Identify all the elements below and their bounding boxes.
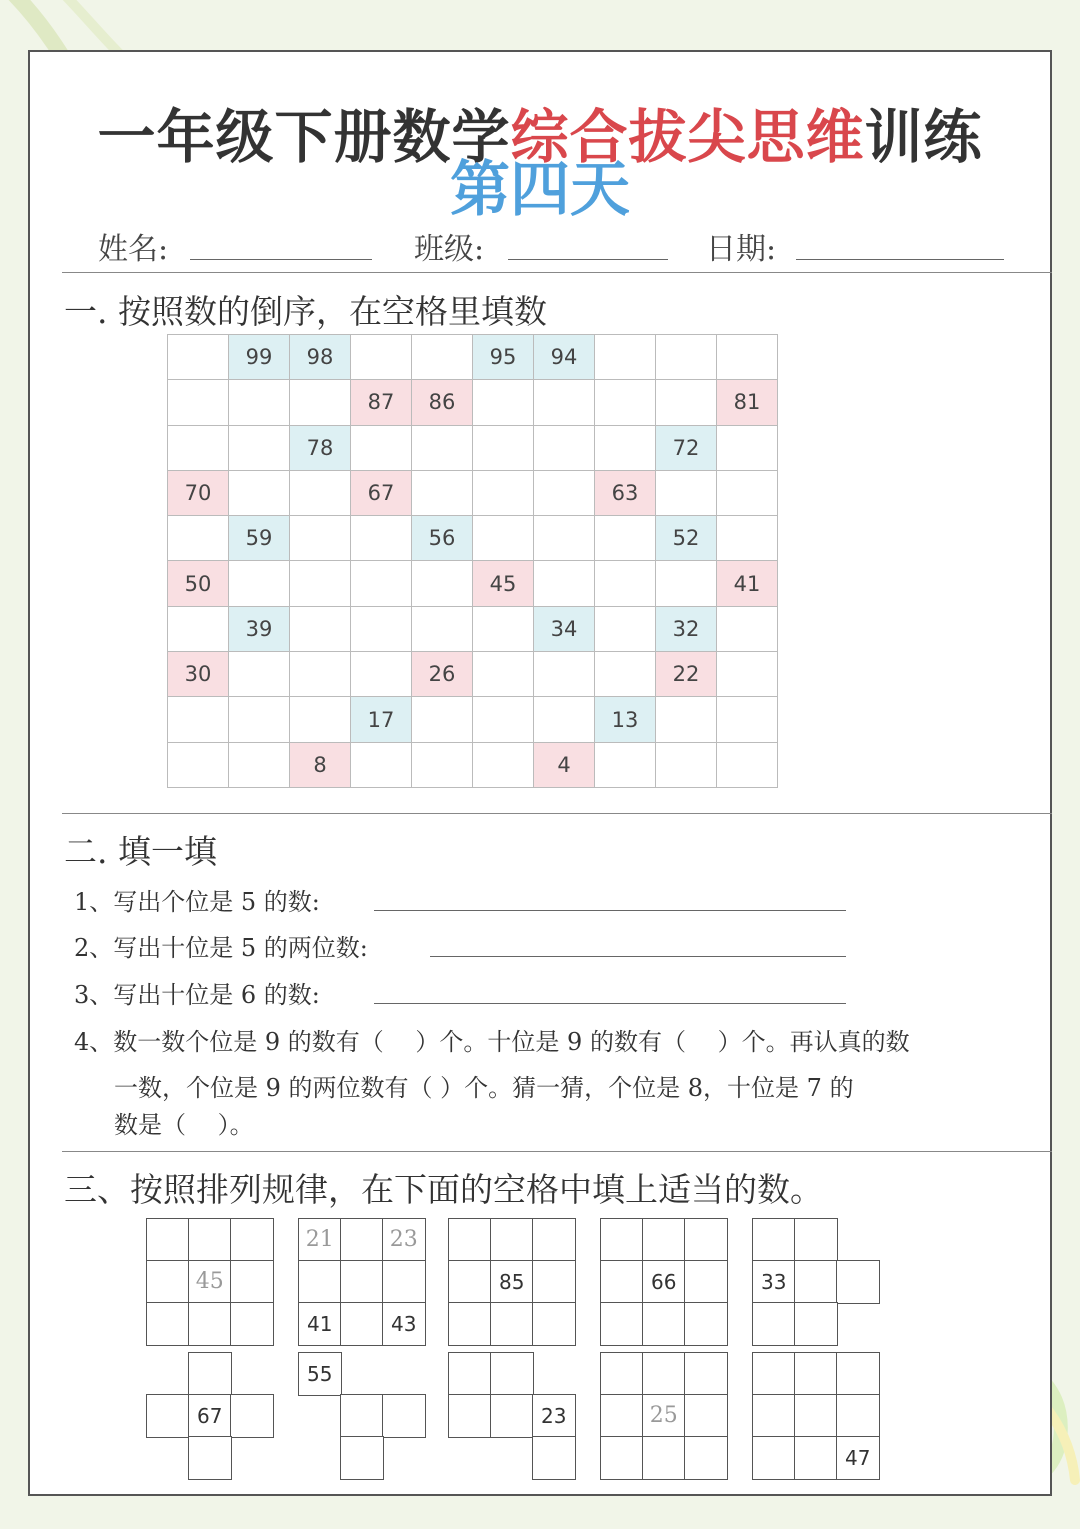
pattern-5-blank-cell[interactable]: [752, 1218, 796, 1262]
pattern-3-blank-cell[interactable]: [490, 1218, 534, 1262]
question-2: 2、写出十位是 5 的两位数:: [74, 934, 368, 962]
pattern-1-given-cell: 45: [188, 1260, 232, 1304]
grid-cell-blank[interactable]: [656, 380, 717, 425]
grid-cell-given: 63: [595, 470, 656, 515]
pattern-4-blank-cell[interactable]: [684, 1218, 728, 1262]
grid-cell-blank[interactable]: [534, 425, 595, 470]
pattern-5-blank-cell[interactable]: [794, 1302, 838, 1346]
grid-cell-blank[interactable]: [351, 742, 412, 787]
answer-line-1[interactable]: [374, 910, 846, 911]
grid-cell-blank[interactable]: [473, 470, 534, 515]
grid-cell-blank[interactable]: [168, 380, 229, 425]
pattern-5-blank-cell[interactable]: [794, 1260, 838, 1304]
pattern-8-blank-cell[interactable]: [490, 1394, 534, 1438]
grid-cell-given: 41: [717, 561, 778, 606]
grid-row: [168, 606, 778, 651]
pattern-3-blank-cell[interactable]: [448, 1302, 492, 1346]
grid-cell-blank[interactable]: [534, 470, 595, 515]
pattern-4-blank-cell[interactable]: [642, 1302, 686, 1346]
grid-cell-blank[interactable]: [473, 652, 534, 697]
grid-cell-blank[interactable]: [717, 516, 778, 561]
grid-cell-blank[interactable]: [290, 697, 351, 742]
grid-cell-given: 98: [290, 335, 351, 380]
grid-cell-blank[interactable]: [168, 335, 229, 380]
worksheet: [28, 50, 1052, 1496]
title-part-1: 一年级下册数学: [97, 103, 511, 171]
grid-cell-blank[interactable]: [290, 606, 351, 651]
grid-cell-blank[interactable]: [473, 380, 534, 425]
title-part-3: 训练: [864, 103, 983, 171]
grid-cell-blank[interactable]: [290, 470, 351, 515]
grid-cell-blank[interactable]: [656, 697, 717, 742]
grid-cell-blank[interactable]: [534, 561, 595, 606]
pattern-4-given-cell: 66: [642, 1260, 686, 1304]
pattern-1-blank-cell[interactable]: [230, 1260, 274, 1304]
pattern-3-blank-cell[interactable]: [532, 1218, 576, 1262]
pattern-4-blank-cell[interactable]: [642, 1218, 686, 1262]
question-1: 1、写出个位是 5 的数:: [74, 888, 320, 916]
section2-title: 二. 填一填: [64, 832, 217, 871]
pattern-1-blank-cell[interactable]: [146, 1302, 190, 1346]
pattern-9-blank-cell[interactable]: [684, 1394, 728, 1438]
pattern-9-blank-cell[interactable]: [642, 1352, 686, 1396]
grid-cell-given: 81: [717, 380, 778, 425]
pattern-2-blank-cell[interactable]: [340, 1260, 384, 1304]
pattern-3-blank-cell[interactable]: [448, 1260, 492, 1304]
pattern-4-blank-cell[interactable]: [600, 1260, 644, 1304]
grid-cell-blank[interactable]: [229, 742, 290, 787]
pattern-9-blank-cell[interactable]: [600, 1394, 644, 1438]
grid-row: [168, 652, 778, 697]
grid-cell-given: 39: [229, 606, 290, 651]
worksheet-subtitle: 第四天: [450, 155, 630, 225]
name-field[interactable]: [190, 259, 372, 260]
grid-cell-blank[interactable]: [168, 425, 229, 470]
grid-cell-given: 99: [229, 335, 290, 380]
grid-cell-given: 94: [534, 335, 595, 380]
grid-cell-blank[interactable]: [351, 652, 412, 697]
pattern-10-blank-cell[interactable]: [836, 1352, 880, 1396]
answer-line-2[interactable]: [430, 956, 846, 957]
question-4-line-3: 数是（ ）。: [114, 1111, 254, 1139]
grid-cell-blank[interactable]: [229, 470, 290, 515]
reverse-number-grid: [167, 334, 778, 788]
grid-cell-blank[interactable]: [656, 561, 717, 606]
grid-cell-given: 87: [351, 380, 412, 425]
pattern-10-blank-cell[interactable]: [794, 1436, 838, 1480]
grid-cell-blank[interactable]: [168, 742, 229, 787]
grid-row: [168, 697, 778, 742]
grid-cell-blank[interactable]: [229, 380, 290, 425]
pattern-8-blank-cell[interactable]: [490, 1352, 534, 1396]
grid-row: [168, 425, 778, 470]
grid-cell-blank[interactable]: [595, 742, 656, 787]
grid-cell-blank[interactable]: [168, 697, 229, 742]
pattern-4-blank-cell[interactable]: [600, 1302, 644, 1346]
grid-cell-blank[interactable]: [351, 516, 412, 561]
grid-cell-blank[interactable]: [717, 335, 778, 380]
grid-cell-given: 4: [534, 742, 595, 787]
pattern-6-blank-cell[interactable]: [146, 1394, 190, 1438]
pattern-8-blank-cell[interactable]: [448, 1352, 492, 1396]
pattern-3-blank-cell[interactable]: [532, 1302, 576, 1346]
pattern-1-blank-cell[interactable]: [146, 1218, 190, 1262]
grid-cell-blank[interactable]: [229, 652, 290, 697]
grid-cell-given: 8: [290, 742, 351, 787]
date-label: 日期:: [706, 232, 777, 267]
grid-cell-blank[interactable]: [534, 652, 595, 697]
pattern-3-blank-cell[interactable]: [490, 1302, 534, 1346]
answer-line-3[interactable]: [374, 1003, 846, 1004]
grid-cell-blank[interactable]: [473, 697, 534, 742]
grid-cell-blank[interactable]: [290, 561, 351, 606]
pattern-9-blank-cell[interactable]: [600, 1436, 644, 1480]
grid-cell-blank[interactable]: [229, 425, 290, 470]
grid-cell-blank[interactable]: [290, 516, 351, 561]
pattern-4-blank-cell[interactable]: [684, 1260, 728, 1304]
grid-cell-blank[interactable]: [595, 652, 656, 697]
grid-cell-blank[interactable]: [473, 516, 534, 561]
grid-cell-blank[interactable]: [717, 742, 778, 787]
divider: [62, 1151, 1052, 1152]
pattern-7-blank-cell[interactable]: [382, 1394, 426, 1438]
pattern-9-given-cell: 25: [642, 1394, 686, 1438]
pattern-10-given-cell: 47: [836, 1436, 880, 1480]
pattern-6-given-cell: 67: [188, 1394, 232, 1438]
grid-cell-blank[interactable]: [351, 606, 412, 651]
grid-cell-blank[interactable]: [717, 697, 778, 742]
pattern-2-given-cell: 43: [382, 1302, 426, 1346]
grid-cell-blank[interactable]: [595, 516, 656, 561]
grid-cell-blank[interactable]: [351, 335, 412, 380]
grid-cell-blank[interactable]: [595, 335, 656, 380]
grid-cell-blank[interactable]: [656, 335, 717, 380]
grid-cell-blank[interactable]: [412, 425, 473, 470]
pattern-8-given-cell: 23: [532, 1394, 576, 1438]
grid-cell-given: 13: [595, 697, 656, 742]
grid-cell-blank[interactable]: [717, 606, 778, 651]
grid-cell-given: 32: [656, 606, 717, 651]
grid-cell-given: 52: [656, 516, 717, 561]
grid-cell-blank[interactable]: [351, 561, 412, 606]
name-label: 姓名:: [98, 232, 169, 267]
grid-cell-given: 56: [412, 516, 473, 561]
question-3: 3、写出十位是 6 的数:: [74, 981, 320, 1009]
grid-cell-given: 26: [412, 652, 473, 697]
grid-cell-blank[interactable]: [290, 380, 351, 425]
pattern-5-blank-cell[interactable]: [752, 1302, 796, 1346]
pattern-5-blank-cell[interactable]: [794, 1218, 838, 1262]
pattern-3-blank-cell[interactable]: [448, 1218, 492, 1262]
pattern-9-blank-cell[interactable]: [600, 1352, 644, 1396]
grid-cell-blank[interactable]: [595, 425, 656, 470]
pattern-6-blank-cell[interactable]: [188, 1436, 232, 1480]
grid-row: [168, 335, 778, 380]
pattern-3-blank-cell[interactable]: [532, 1260, 576, 1304]
grid-cell-blank[interactable]: [473, 425, 534, 470]
pattern-10-blank-cell[interactable]: [752, 1394, 796, 1438]
grid-cell-given: 67: [351, 470, 412, 515]
grid-cell-blank[interactable]: [168, 606, 229, 651]
pattern-8-blank-cell[interactable]: [448, 1394, 492, 1438]
grid-cell-given: 78: [290, 425, 351, 470]
pattern-6-blank-cell[interactable]: [230, 1394, 274, 1438]
grid-cell-blank[interactable]: [656, 742, 717, 787]
grid-cell-blank[interactable]: [412, 335, 473, 380]
pattern-10-blank-cell[interactable]: [836, 1394, 880, 1438]
pattern-2-blank-cell[interactable]: [340, 1218, 384, 1262]
grid-cell-blank[interactable]: [473, 742, 534, 787]
grid-cell-given: 50: [168, 561, 229, 606]
pattern-1-blank-cell[interactable]: [230, 1218, 274, 1262]
grid-row: [168, 561, 778, 606]
pattern-5-blank-cell[interactable]: [836, 1260, 880, 1304]
pattern-10-blank-cell[interactable]: [752, 1436, 796, 1480]
pattern-10-blank-cell[interactable]: [752, 1352, 796, 1396]
pattern-10-blank-cell[interactable]: [794, 1352, 838, 1396]
section1-title: 一. 按照数的倒序，在空格里填数: [64, 292, 547, 331]
grid-cell-blank[interactable]: [595, 380, 656, 425]
pattern-1-blank-cell[interactable]: [230, 1302, 274, 1346]
grid-cell-blank[interactable]: [412, 561, 473, 606]
section3-title: 三、按照排列规律，在下面的空格中填上适当的数。: [64, 1170, 823, 1209]
pattern-5-given-cell: 33: [752, 1260, 796, 1304]
pattern-8-blank-cell[interactable]: [532, 1436, 576, 1480]
grid-cell-given: 70: [168, 470, 229, 515]
pattern-1-blank-cell[interactable]: [188, 1302, 232, 1346]
grid-cell-blank[interactable]: [290, 652, 351, 697]
class-field[interactable]: [508, 259, 668, 260]
grid-cell-given: 72: [656, 425, 717, 470]
grid-cell-blank[interactable]: [168, 516, 229, 561]
grid-cell-blank[interactable]: [656, 470, 717, 515]
grid-cell-blank[interactable]: [534, 697, 595, 742]
grid-cell-given: 34: [534, 606, 595, 651]
pattern-9-blank-cell[interactable]: [684, 1352, 728, 1396]
grid-cell-blank[interactable]: [717, 470, 778, 515]
pattern-10-blank-cell[interactable]: [794, 1394, 838, 1438]
pattern-6-blank-cell[interactable]: [188, 1352, 232, 1396]
grid-cell-blank[interactable]: [717, 425, 778, 470]
grid-cell-given: 95: [473, 335, 534, 380]
pattern-7-blank-cell[interactable]: [340, 1394, 384, 1438]
pattern-3-given-cell: 85: [490, 1260, 534, 1304]
pattern-7-blank-cell[interactable]: [340, 1436, 384, 1480]
grid-cell-blank[interactable]: [595, 606, 656, 651]
pattern-4-blank-cell[interactable]: [600, 1218, 644, 1262]
pattern-9-blank-cell[interactable]: [684, 1436, 728, 1480]
grid-cell-given: 22: [656, 652, 717, 697]
grid-cell-given: 86: [412, 380, 473, 425]
question-4-line-2: 一数，个位是 9 的两位数有（ ）个。猜一猜，个位是 8，十位是 7 的: [114, 1074, 854, 1102]
pattern-2-given-cell: 21: [298, 1218, 342, 1262]
grid-cell-blank[interactable]: [229, 561, 290, 606]
divider: [62, 813, 1052, 814]
grid-cell-given: 30: [168, 652, 229, 697]
grid-cell-blank[interactable]: [412, 606, 473, 651]
grid-cell-given: 59: [229, 516, 290, 561]
grid-cell-blank[interactable]: [473, 606, 534, 651]
grid-row: [168, 470, 778, 515]
grid-row: [168, 516, 778, 561]
grid-cell-blank[interactable]: [534, 516, 595, 561]
divider: [62, 272, 1052, 273]
grid-cell-blank[interactable]: [412, 697, 473, 742]
grid-cell-blank[interactable]: [351, 425, 412, 470]
question-4-line-1: 4、数一数个位是 9 的数有（ ）个。十位是 9 的数有（ ）个。再认真的数: [74, 1028, 910, 1056]
pattern-2-given-cell: 41: [298, 1302, 342, 1346]
grid-cell-blank[interactable]: [412, 470, 473, 515]
pattern-9-blank-cell[interactable]: [642, 1436, 686, 1480]
pattern-2-given-cell: 23: [382, 1218, 426, 1262]
pattern-2-blank-cell[interactable]: [298, 1260, 342, 1304]
grid-cell-given: 45: [473, 561, 534, 606]
grid-row: [168, 742, 778, 787]
grid-cell-given: 17: [351, 697, 412, 742]
grid-cell-blank[interactable]: [717, 652, 778, 697]
pattern-7-given-cell: 55: [298, 1352, 342, 1396]
date-field[interactable]: [796, 259, 1004, 260]
grid-cell-blank[interactable]: [412, 742, 473, 787]
pattern-1-blank-cell[interactable]: [146, 1260, 190, 1304]
pattern-2-blank-cell[interactable]: [340, 1302, 384, 1346]
pattern-2-blank-cell[interactable]: [382, 1260, 426, 1304]
grid-cell-blank[interactable]: [229, 697, 290, 742]
title-part-2-highlight: 综合拔尖思维: [510, 103, 865, 171]
grid-cell-blank[interactable]: [595, 561, 656, 606]
class-label: 班级:: [414, 232, 485, 267]
pattern-4-blank-cell[interactable]: [684, 1302, 728, 1346]
grid-cell-blank[interactable]: [534, 380, 595, 425]
pattern-1-blank-cell[interactable]: [188, 1218, 232, 1262]
grid-row: [168, 380, 778, 425]
